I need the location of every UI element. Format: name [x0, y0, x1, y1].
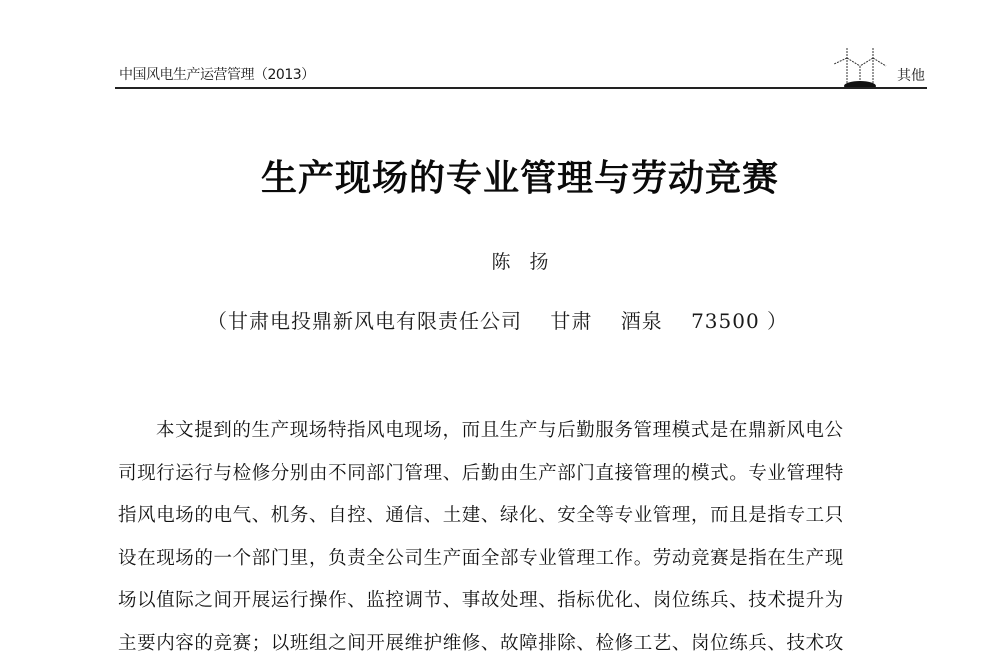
body-line: 司现行运行与检修分别由不同部门管理、后勤由生产部门直接管理的模式。专业管理特 — [118, 462, 844, 484]
article-author: 陈 扬 — [491, 251, 549, 273]
body-line: 指风电场的电气、机务、自控、通信、土建、绿化、安全等专业管理，而且是指专工只 — [118, 505, 844, 526]
wind-turbine-icon — [834, 40, 894, 88]
running-header — [115, 62, 927, 88]
journal-name: 中国风电生产运营管理（2013） — [119, 67, 315, 83]
body-line: 设在现场的一个部门里，负责全公司生产面全部专业管理工作。劳动竞赛是指在生产现 — [118, 547, 844, 569]
body-line: 本文提到的生产现场特指风电现场，而且生产与后勤服务管理模式是在鼎新风电公 — [156, 420, 844, 441]
article-title: 生产现场的专业管理与劳动竞赛 — [260, 158, 779, 199]
header-rule — [115, 87, 927, 89]
body-line: 场以值际之间开展运行操作、监控调节、事故处理、指标优化、岗位练兵、技术提升为 — [118, 590, 844, 611]
article-body — [118, 410, 928, 665]
section-label: 其他 — [897, 68, 925, 84]
article-affiliation: （甘肃电投鼎新风电有限责任公司 甘肃 酒泉 73500 ） — [207, 309, 789, 333]
body-line: 主要内容的竞赛；以班组之间开展维护维修、故障排除、检修工艺、岗位练兵、技术攻 — [118, 632, 844, 654]
